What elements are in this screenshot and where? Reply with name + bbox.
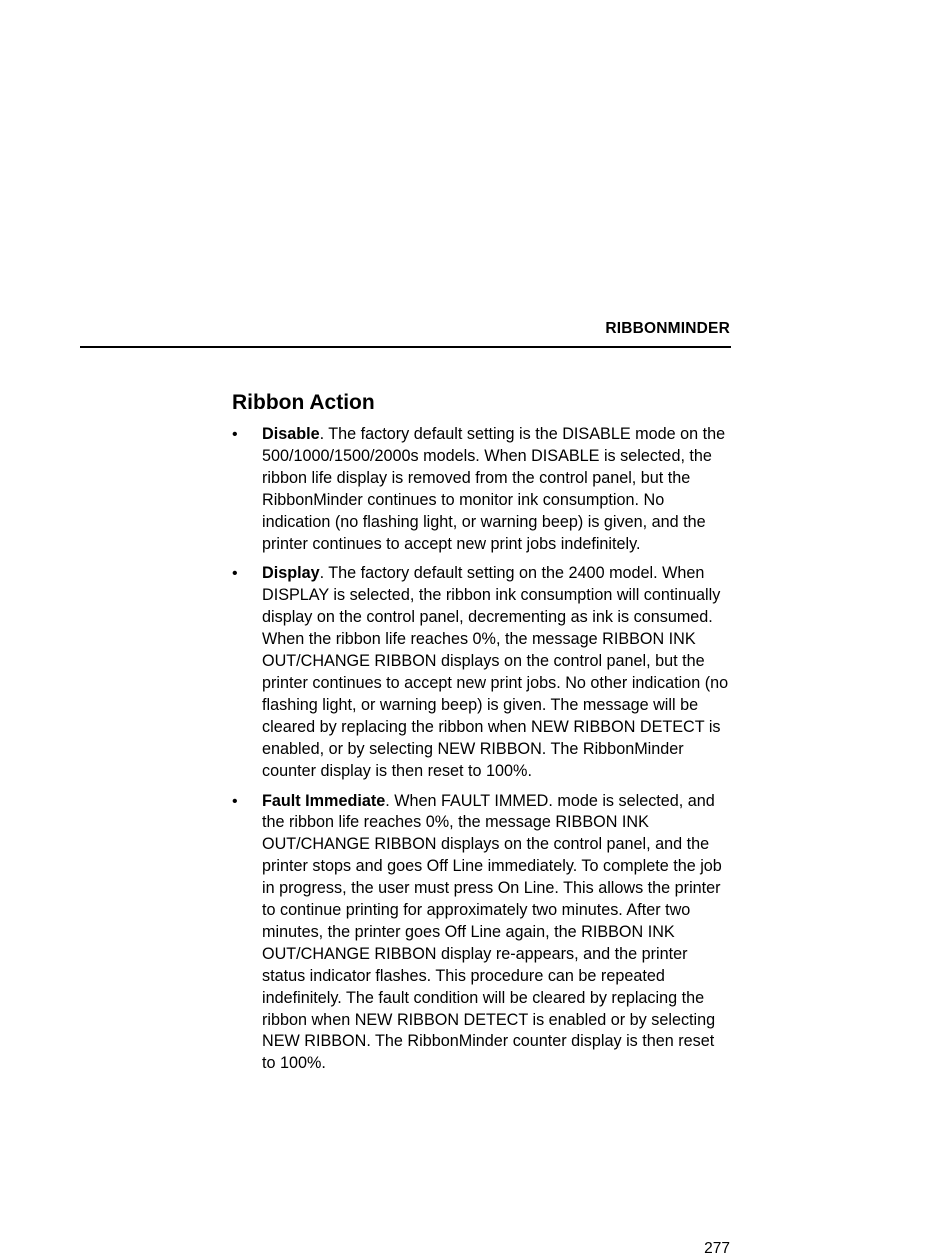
bullet-text: . The factory default setting is the DISABLE mode on the 500/1000/1500/2000s models. When DISABLE is selected, the ribbon life display is removed from the control panel, but the RibbonMinder continues to monitor ink consumption. No indication (no flashing light, or warning beep) is given, and the printer continues to accept new print jobs indefinitely. [262,425,726,553]
page-number: 277 [704,1240,730,1257]
bullet-text: . The factory default setting on the 2400 model. When DISPLAY is selected, the ribbon ink consumption will continually display on the control panel, decrementing as ink is consumed. When the ribbon life reaches 0%, the message RIBBON INK OUT/CHANGE RIBBON displays on the control panel, but the printer continues to accept new print jobs. No other indication (no flashing light, or warning beep) is given. The message will be cleared by replacing the ribbon when NEW RIBBON DETECT is enabled, or by selecting NEW RIBBON. The RibbonMinder counter display is then reset to 100%. [262,564,729,780]
bullet-icon: • [232,792,238,810]
bullet-term: Fault Immediate [262,791,386,810]
bullet-term: Disable [262,425,320,443]
header-rule [80,346,731,348]
bullet-term: Display [262,564,320,583]
bullet-icon: • [232,565,238,583]
bullet-icon: • [232,426,238,443]
bullet-text: . When FAULT IMMED. mode is selected, and the ribbon life reaches 0%, the message RIBBON INK OUT/CHANGE RIBBON displays on the control panel, and the printer stops and goes Off Line immediately. To complete the job in progress, the user must press On Line. This allows the printer to continue printing for approximately two minutes. After two minutes, the printer goes Off Line again, the RIBBON INK OUT/CHANGE RIBBON display re-appears, and the printer status indicator flashes. This procedure can be repeated indefinitely. The fault condition will be cleared by replacing the ribbon when NEW RIBBON DETECT is enabled or by selecting NEW RIBBON. The RibbonMinder counter display is then reset to 100%. [262,791,722,1073]
bullet-item-disable [232,424,730,555]
section-heading: Ribbon Action [232,391,375,414]
bullet-item-fault-immediate [232,791,730,1076]
running-header-title: RIBBONMINDER [605,320,730,337]
bullet-item-display [232,563,730,782]
ribbon-action-list [232,424,730,1083]
